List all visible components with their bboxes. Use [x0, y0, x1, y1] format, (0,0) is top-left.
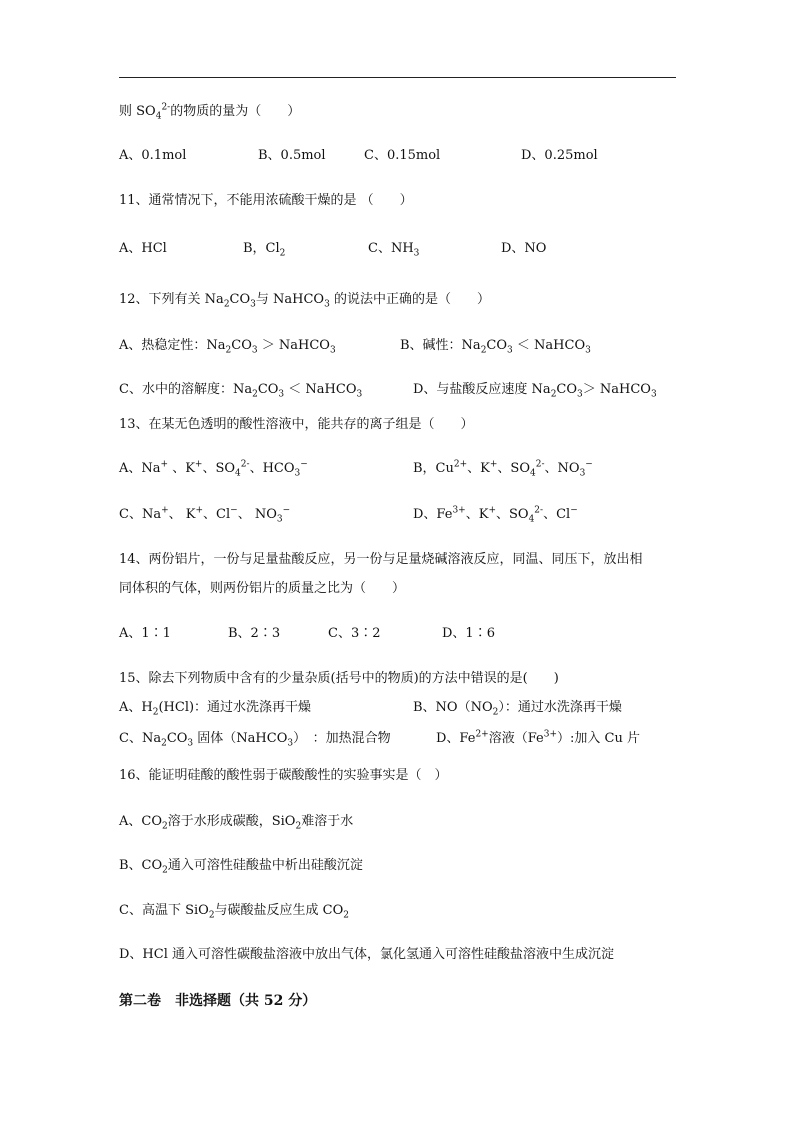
- q10-option-d: D、0.25mol: [521, 148, 598, 163]
- q14-option-c: C、3∶2: [328, 626, 381, 641]
- q16-stem: 16、能证明硅酸的酸性弱于碳酸酸性的实验事实是（ ）: [119, 768, 448, 783]
- q13-option-b: B，$Cu^{2+}$、K+、$SO_4^{2-}$、$NO_3^-$: [413, 459, 593, 479]
- header-rule: [119, 77, 676, 78]
- q15-option-b: B、$NO(NO_2)$：通过水洗涤再干燥: [413, 700, 622, 718]
- q16-option-a: A、$CO_2$溶于水形成碳酸，SiO$_2$难溶于水: [119, 814, 354, 832]
- q12-stem: 12、下列有关 $Na_2CO_3$与 NaHCO$_3$ 的说法中正确的是（ ）: [119, 292, 490, 310]
- q11-option-b: B，$Cl_2$: [243, 241, 286, 259]
- q10-option-c: C、0.15mol: [364, 148, 441, 163]
- q10-stem: 则 $SO_4^{2-}$的物质的量为（ ）: [119, 102, 301, 122]
- q12-option-b: B、碱性：$Na_2CO_3$ ＜ NaHCO$_3$: [400, 338, 591, 356]
- q15-option-a: A、$H_2(HCl)$：通过水洗涤再干燥: [119, 700, 312, 718]
- q14-option-d: D、1∶6: [442, 626, 495, 641]
- q11-option-d: D、NO: [501, 241, 547, 256]
- q14-stem-line1: 14、两份铝片，一份与足量盐酸反应，另一份与足量烧碱溶液反应，同温、同压下，放出相: [119, 552, 643, 567]
- q13-option-a: A、Na+ 、K+、$SO_4^{2-}$、$HCO_3^-$: [119, 459, 308, 479]
- q11-option-c: C、$NH_3$: [368, 241, 420, 259]
- q14-option-a: A、1∶1: [119, 626, 171, 641]
- q11-stem: 11、通常情况下，不能用浓硫酸干燥的是 （ ）: [119, 193, 413, 208]
- q14-option-b: B、2∶3: [228, 626, 281, 641]
- q14-stem-line2: 同体积的气体，则两份铝片的质量之比为（ ）: [119, 581, 406, 596]
- q16-option-b: B、$CO_2$通入可溶性硅酸盐中析出硅酸沉淀: [119, 858, 363, 876]
- q10-option-a: A、0.1mol: [119, 148, 187, 163]
- section-heading: 第二卷 非选择题（共 52 分）: [119, 993, 317, 1009]
- q15-option-d: D、$Fe^{2+}$溶液$(Fe^{3+})$:加入 Cu 片: [436, 729, 640, 746]
- q10-option-b: B、0.5mol: [258, 148, 326, 163]
- q16-option-c: C、高温下 SiO$_2$与碳酸盐反应生成 $CO_2$: [119, 903, 350, 921]
- q15-stem: 15、除去下列物质中含有的少量杂质(括号中的物质)的方法中错误的是( ): [119, 671, 559, 686]
- q12-option-a: A、热稳定性：$Na_2CO_3$ ＞ NaHCO$_3$: [119, 338, 336, 356]
- q13-option-d: D、$Fe^{3+}$、K+、$SO_4^{2-}$、Cl−: [413, 505, 578, 525]
- q15-option-c: C、$Na_2CO_3$ 固体（NaHCO$_3$） ：加热混合物: [119, 731, 391, 749]
- q13-stem: 13、在某无色透明的酸性溶液中，能共存的离子组是（ ）: [119, 417, 474, 432]
- q11-option-a: A、HCl: [119, 241, 167, 256]
- q16-option-d: D、HCl 通入可溶性碳酸盐溶液中放出气体，氯化氢通入可溶性硅酸盐溶液中生成沉淀: [119, 947, 614, 962]
- q12-option-c: C、水中的溶解度：$Na_2CO_3$ ＜ NaHCO$_3$: [119, 382, 363, 400]
- q12-option-d: D、与盐酸反应速度 $Na_2CO_3>$ NaHCO$_3$: [413, 382, 657, 400]
- q13-option-c: C、Na+、 K+、Cl−、 $NO_3^-$: [119, 505, 291, 525]
